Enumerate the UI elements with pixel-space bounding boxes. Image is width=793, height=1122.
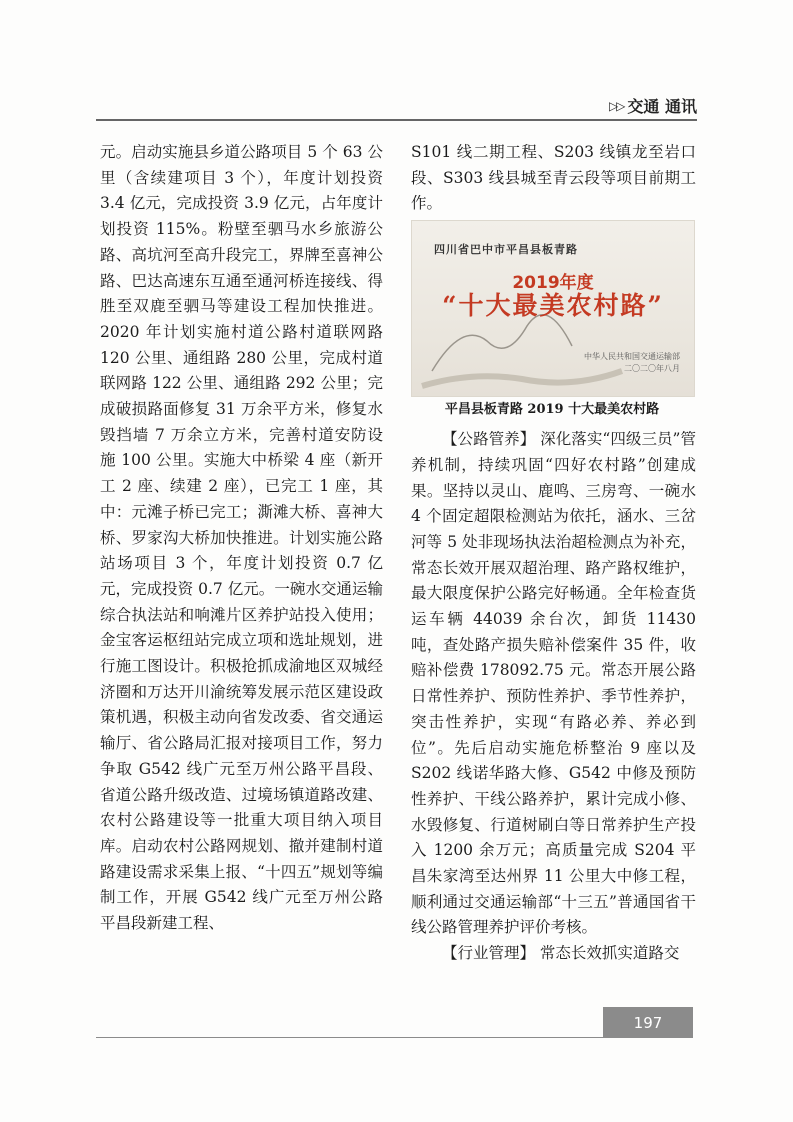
footer-rule (96, 1037, 693, 1038)
issue-date: 二〇二〇年八月 (624, 364, 680, 374)
page-number: 197 (603, 1007, 693, 1038)
body-paragraph: 元。启动实施县乡道公路项目 5 个 63 公里（含续建项目 3 个），年度计划投资 3.4 亿元，完成投资 3.9 亿元，占年度计划投资 115%。粉壁至驷马水乡旅游公路、高坑河至高升段完工，界牌至喜神公路、巴达高速东互通至通河桥连接线、得胜至双鹿至驷马等建设工程加快推进。2020 年计划实施村道公路村道联网路 120 公里、通组路 280 公里，完成村道联网路 122 公里、通组路 292 公里；完成破损路面修复 31 万余平方米，修复水毁挡墙 7 万余立方米，完善村道安防设施 100 公里。实施大中桥梁 4 座（新开工 2 座、续建 2 座），已完工 1 座，其中：元滩子桥已完工；澌滩大桥、喜神大桥、罗家沟大桥加快推进。计划实施公路站场项目 3 个，年度计划投资 0.7 亿元，完成投资 0.7 亿元。一碗水交通运输综合执法站和响滩片区养护站投入使用；金宝客运枢纽站完成立项和选址规划，进行施工图设计。积极抢抓成渝地区双城经济圈和万达开川渝统筹发展示范区建设政策机遇，积极主动向省发改委、省交通运输厅、省公路局汇报对接项目工作，努力争取 G542 线广元至万州公路平昌段、省道公路升级改造、过境场镇道路改建、农村公路建设等一批重大项目纳入项目库。启动农村公路网规划、撤并建制村道路建设需求采集上报、“十四五”规划等编制工作，开展 G542 线广元至万州公路平昌段新建工程、 (100, 143, 383, 933)
section-title: 交通 通讯 (627, 97, 697, 116)
right-column (411, 140, 696, 967)
certificate-issuer (584, 351, 680, 375)
body-paragraph: 【公路管养】 深化落实“四级三员”管养机制，持续巩固“四好农村路”创建成果。坚持以灵山、鹿鸣、三房弯、一碗水 4 个固定超限检测站为依托，涵水、三岔河等 5 处非现场执法治超检测点为补充，常态长效开展双超治理、路产路权维护，最大限度保护公路完好畅通。全年检查货运车辆 44039 余台次，卸货 11430 吨，查处路产损失赔补偿案件 35 件，收赔补偿费 178092.75 元。常态开展公路日常性养护、预防性养护、季节性养护，突击性养护，实现“有路必养、养必到位”。先后启动实施危桥整治 9 座以及 S202 线诺华路大修、G542 中修及预防性养护、干线公路养护，累计完成小修、水毁修复、行道树刷白等日常养护生产投入 1200 余万元；高质量完成 S204 平昌朱家湾至达州界 11 公里大中修工程，顺利通过交通运输部“十三五”普通国省干线公路管理养护评价考核。 (411, 430, 696, 937)
certificate-org-line: 四川省巴中市平昌县板青路 (434, 243, 578, 257)
certificate-year: 2019年度 (512, 273, 594, 294)
header-rule (96, 119, 697, 121)
running-header (609, 94, 697, 117)
issuer-name: 中华人民共和国交通运输部 (584, 352, 680, 362)
body-paragraph: S101 线二期工程、S203 线镇龙至岩口段、S303 线县城至青云段等项目前期工作。 (411, 143, 696, 213)
left-column (100, 140, 383, 937)
double-triangle-icon: ▷▷ (608, 98, 624, 113)
certificate-photo (411, 220, 695, 397)
certificate-title: “十大最美农村路” (442, 291, 664, 321)
body-paragraph: 【行业管理】 常态长效抓实道路交 (442, 944, 680, 963)
photo-caption: 平昌县板青路 2019 十大最美农村路 (444, 402, 660, 418)
